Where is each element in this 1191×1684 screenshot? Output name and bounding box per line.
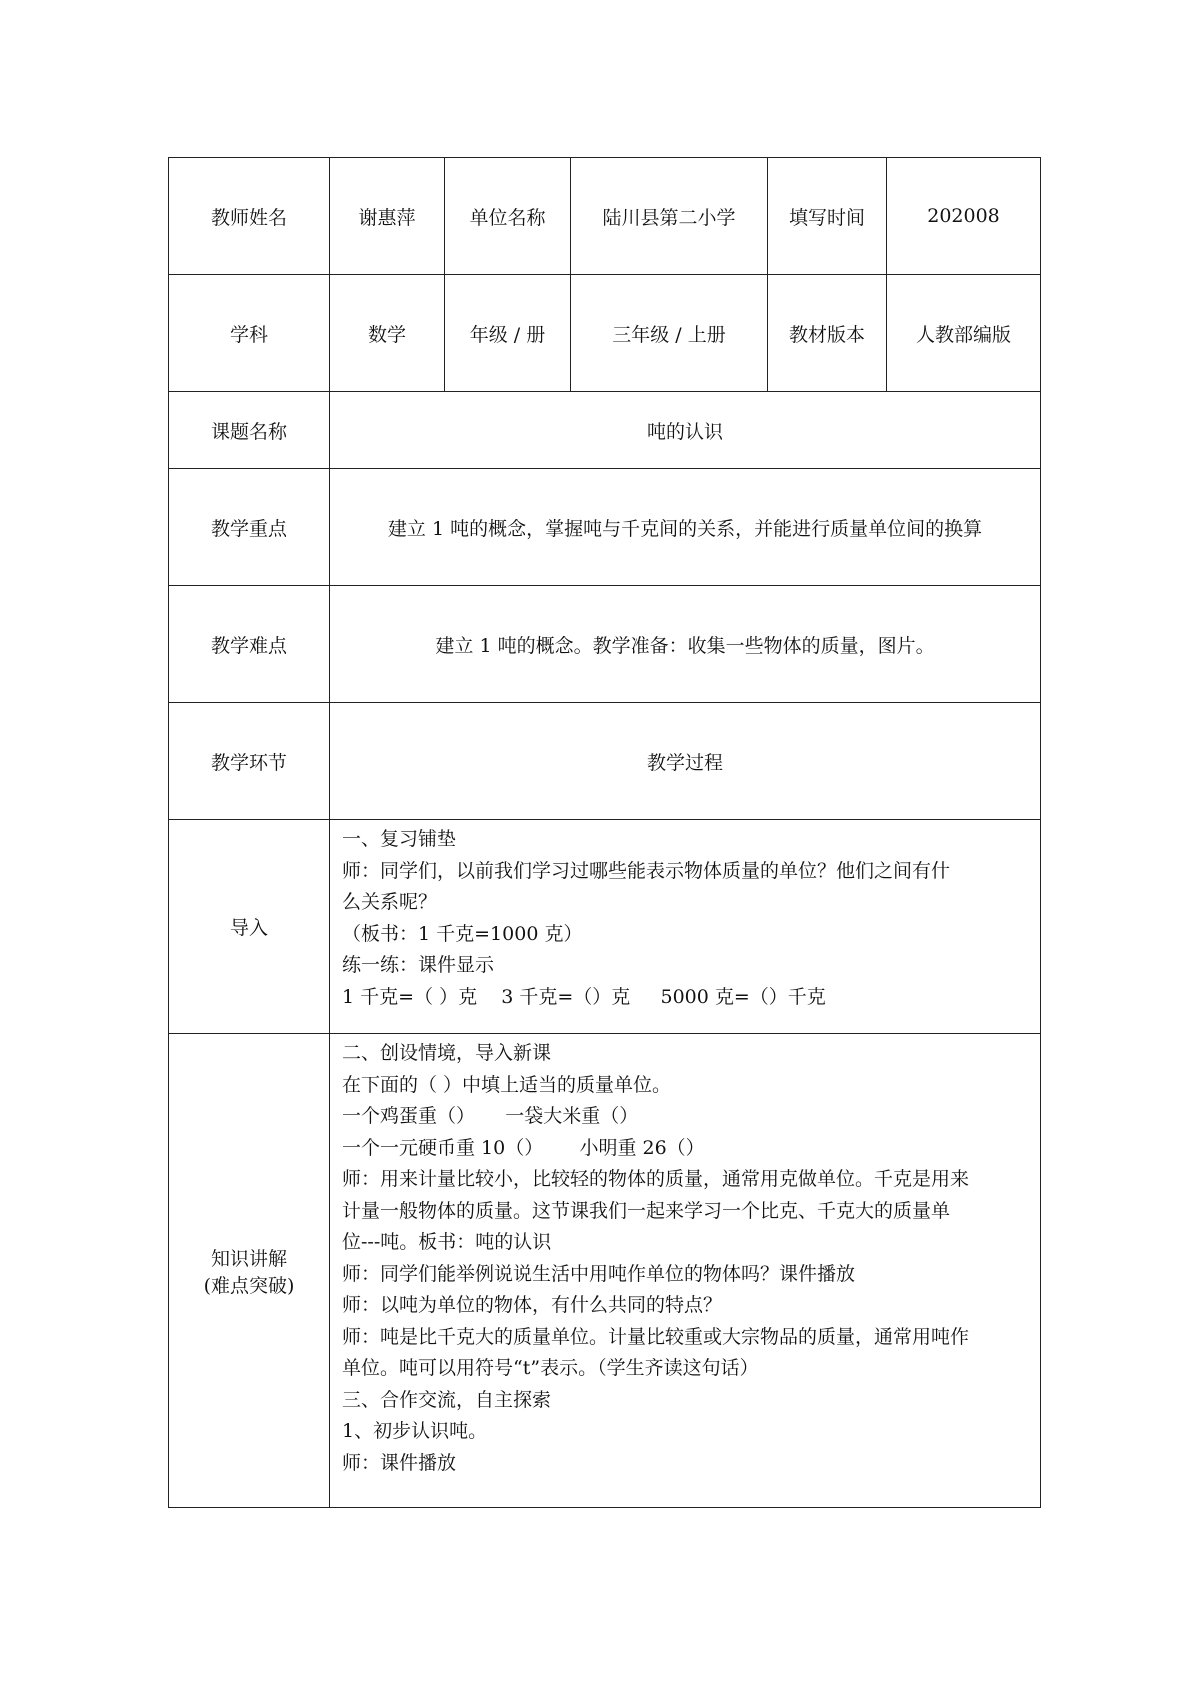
lecture-line: 计量一般物体的质量。这节课我们一起来学习一个比克、千克大的质量单 bbox=[342, 1199, 951, 1222]
lecture-line: 师：同学们能举例说说生活中用吨作单位的物体吗？课件播放 bbox=[342, 1262, 856, 1285]
lecture-line: 在下面的（ ）中填上适当的质量单位。 bbox=[342, 1073, 672, 1096]
school-name-value: 陆川县第二小学 bbox=[571, 158, 768, 275]
intro-line: 师：同学们，以前我们学习过哪些能表示物体质量的单位？他们之间有什 bbox=[342, 859, 951, 882]
topic-value: 吨的认识 bbox=[330, 392, 1041, 469]
teacher-name-label: 教师姓名 bbox=[169, 158, 330, 275]
intro-line: 1 千克=（ ）克 3 千克=（）克 5000 克=（）千克 bbox=[342, 985, 826, 1008]
intro-line: 么关系呢？ bbox=[342, 891, 438, 913]
info-row-subject bbox=[169, 275, 1041, 392]
fill-date-value: 202008 bbox=[887, 158, 1041, 275]
topic-label: 课题名称 bbox=[169, 392, 330, 469]
lecture-line: 1、初步认识吨。 bbox=[342, 1420, 488, 1442]
lecture-line: 一个鸡蛋重（） 一袋大米重（） bbox=[342, 1105, 639, 1127]
lecture-label-line2: (难点突破) bbox=[203, 1274, 295, 1297]
lecture-line: 师：课件播放 bbox=[342, 1451, 457, 1474]
lecture-line: 二、创设情境，导入新课 bbox=[342, 1042, 552, 1064]
textbook-version-label: 教材版本 bbox=[768, 275, 887, 392]
subject-value: 数学 bbox=[330, 275, 445, 392]
lecture-line: 单位。吨可以用符号“t”表示。（学生齐读这句话） bbox=[342, 1357, 759, 1379]
key-point-row bbox=[169, 469, 1041, 586]
grade-value: 三年级 / 上册 bbox=[571, 275, 768, 392]
intro-line: 一、复习铺垫 bbox=[342, 828, 457, 850]
key-point-label: 教学重点 bbox=[169, 469, 330, 586]
lecture-content bbox=[330, 1034, 1041, 1508]
lecture-row bbox=[169, 1034, 1041, 1508]
lecture-label-line1: 知识讲解 bbox=[210, 1247, 287, 1270]
lesson-plan-table bbox=[168, 157, 1041, 1508]
grade-label: 年级 / 册 bbox=[445, 275, 571, 392]
subject-label: 学科 bbox=[169, 275, 330, 392]
fill-date-label: 填写时间 bbox=[768, 158, 887, 275]
key-point-value: 建立 1 吨的概念，掌握吨与千克间的关系，并能进行质量单位间的换算 bbox=[330, 469, 1041, 586]
intro-line: 练一练：课件显示 bbox=[342, 954, 495, 976]
info-row-teacher bbox=[169, 158, 1041, 275]
lecture-line: 位---吨。板书：吨的认识 bbox=[342, 1231, 552, 1253]
difficulty-value: 建立 1 吨的概念。教学准备：收集一些物体的质量，图片。 bbox=[330, 586, 1041, 703]
lecture-label bbox=[169, 1034, 330, 1508]
topic-row bbox=[169, 392, 1041, 469]
lecture-line: 师：吨是比千克大的质量单位。计量比较重或大宗物品的质量，通常用吨作 bbox=[342, 1325, 970, 1348]
intro-line: （板书：1 千克=1000 克） bbox=[342, 922, 583, 945]
difficulty-row bbox=[169, 586, 1041, 703]
lecture-line: 一个一元硬币重 10（） 小明重 26（） bbox=[342, 1136, 705, 1159]
process-header-row bbox=[169, 703, 1041, 820]
school-name-label: 单位名称 bbox=[445, 158, 571, 275]
lecture-line: 师：以吨为单位的物体，有什么共同的特点？ bbox=[342, 1294, 723, 1316]
intro-content bbox=[330, 820, 1041, 1034]
intro-row bbox=[169, 820, 1041, 1034]
teaching-process-header: 教学过程 bbox=[330, 703, 1041, 820]
lecture-line: 师：用来计量比较小，比较轻的物体的质量，通常用克做单位。千克是用来 bbox=[342, 1168, 970, 1190]
difficulty-label: 教学难点 bbox=[169, 586, 330, 703]
lecture-line: 三、合作交流，自主探索 bbox=[342, 1388, 552, 1411]
textbook-version-value: 人教部编版 bbox=[887, 275, 1041, 392]
teaching-stage-header: 教学环节 bbox=[169, 703, 330, 820]
intro-label: 导入 bbox=[169, 820, 330, 1034]
teacher-name-value: 谢惠萍 bbox=[330, 158, 445, 275]
